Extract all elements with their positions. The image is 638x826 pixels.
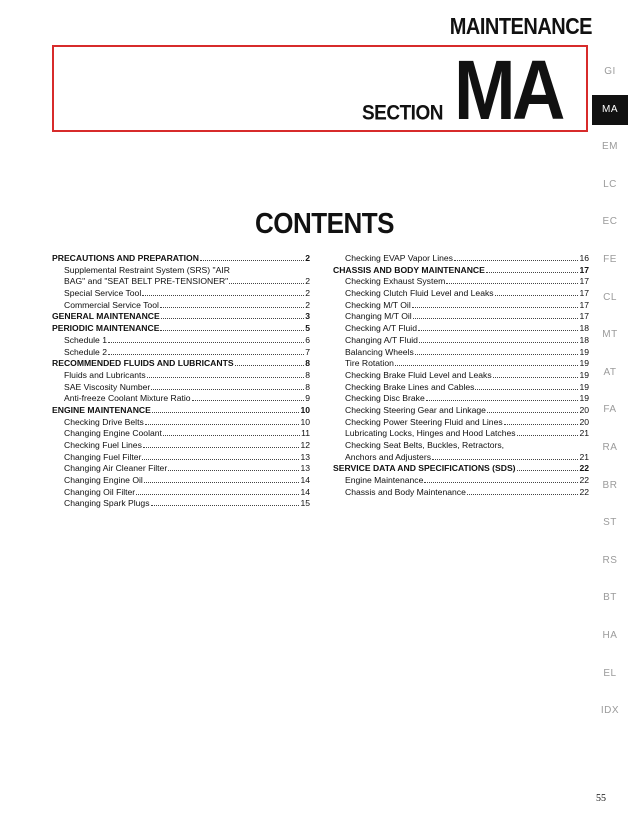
toc-entry-page: 5 [305,323,310,334]
toc-entry[interactable] [52,347,310,359]
toc-entry-page: 6 [305,334,310,345]
toc-entry[interactable] [333,382,589,394]
toc-entry[interactable] [333,335,589,347]
toc-entry[interactable] [333,358,589,370]
toc-entry[interactable] [333,405,589,417]
toc-entry[interactable] [333,276,589,288]
toc-entry-page: 9 [305,393,310,404]
toc-entry[interactable] [52,370,310,382]
toc-entry-title: Chassis and Body Maintenance [345,486,466,497]
section-tab-lc[interactable]: LC [603,178,617,190]
section-tab-bt[interactable]: BT [603,592,617,604]
toc-entry[interactable] [333,440,589,452]
toc-entry-page: 21 [579,451,589,462]
toc-entry-page: 8 [305,381,310,392]
toc-entry-title: Checking Disc Brake [345,393,425,404]
toc-dot-leader [419,335,579,343]
toc-entry-title: Checking Brake Lines and Cables [345,381,475,392]
toc-entry-title: Checking M/T Oil [345,299,411,310]
toc-entry[interactable] [52,253,310,265]
toc-entry-title: BAG" and "SEAT BELT PRE-TENSIONER" [64,276,229,287]
toc-entry[interactable] [52,487,310,499]
toc-entry-page: 7 [305,346,310,357]
toc-entry[interactable] [52,276,310,288]
toc-entry-title: Changing Spark Plugs [64,498,150,509]
section-tab-fa[interactable]: FA [603,404,617,416]
toc-dot-leader [467,487,579,495]
toc-entry[interactable] [333,393,589,405]
toc-dot-leader [493,370,579,378]
toc-entry-page: 17 [579,264,589,275]
section-label: SECTION [362,101,443,125]
toc-entry-page: 18 [579,323,589,334]
toc-entry-page: 8 [305,358,310,369]
toc-entry-title: Changing M/T Oil [345,311,412,322]
toc-dot-leader [142,288,304,296]
toc-dot-leader [413,311,579,319]
toc-entry-page: 19 [579,393,589,404]
section-tab-mt[interactable]: MT [602,329,618,341]
section-tab-ma[interactable]: MA [592,95,628,125]
toc-entry-title: Checking Seat Belts, Buckles, Retractors, [345,440,505,450]
toc-dot-leader [152,405,300,413]
toc-entry[interactable] [52,311,310,323]
toc-entry-page: 22 [579,463,589,474]
toc-dot-leader [495,288,579,296]
toc-entry-title: Checking Fuel Lines [64,440,142,450]
toc-entry-page: 13 [300,463,310,474]
toc-dot-leader [424,475,578,483]
toc-entry[interactable] [333,288,589,300]
toc-entry[interactable] [52,335,310,347]
contents-title: CONTENTS [255,206,394,240]
section-tab-rs[interactable]: RS [602,554,618,566]
toc-entry[interactable] [333,300,589,312]
toc-entry-title: Anti-freeze Coolant Mixture Ratio [64,393,191,404]
toc-entry-title: Fluids and Lubricants [64,369,146,380]
toc-entry[interactable] [333,253,589,265]
section-tab-idx[interactable]: IDX [600,705,620,717]
toc-dot-leader [108,335,304,343]
toc-entry-title: Checking Brake Fluid Level and Leaks [345,369,492,380]
toc-entry[interactable] [52,475,310,487]
section-tab-br[interactable]: BR [602,479,618,491]
toc-entry-page: 3 [305,311,310,322]
toc-entry-title: Special Service Tool [64,288,142,299]
toc-entry[interactable] [52,428,310,440]
toc-entry-page: 14 [300,486,310,497]
toc-entry-page: 12 [300,440,310,450]
toc-entry-title: Schedule 1 [64,334,108,345]
toc-entry[interactable] [333,347,589,359]
toc-dot-leader [432,452,578,460]
toc-entry[interactable] [333,452,589,464]
section-tab-ec[interactable]: EC [602,216,618,228]
toc-entry-page: 10 [300,404,310,415]
toc-entry-title: Lubricating Locks, Hinges and Hood Latches [345,428,516,439]
toc-entry[interactable] [52,358,310,370]
toc-entry-title: ENGINE MAINTENANCE [52,404,151,415]
toc-entry[interactable] [52,265,310,277]
toc-entry[interactable] [52,382,310,394]
page-header-title: MAINTENANCE [449,14,592,40]
toc-entry-title: SERVICE DATA AND SPECIFICATIONS (SDS) [333,463,516,474]
section-tab-em[interactable]: EM [602,141,618,153]
toc-dot-leader [168,463,299,471]
toc-entry[interactable] [52,498,310,510]
toc-entry-title: Engine Maintenance [345,475,424,486]
section-tab-at[interactable]: AT [603,366,617,378]
toc-entry-title: Changing Air Cleaner Filter [64,463,168,474]
toc-entry-title: Changing A/T Fluid [345,334,418,345]
toc-entry-title: Changing Engine Coolant [64,428,162,439]
toc-dot-leader [160,323,304,331]
toc-entry[interactable] [333,428,589,440]
toc-dot-leader [418,323,578,331]
toc-dot-leader [143,440,300,448]
toc-dot-leader [426,393,579,401]
toc-entry-title: Changing Oil Filter [64,486,136,497]
toc-entry-page: 19 [579,358,589,369]
toc-entry-page: 21 [579,428,589,439]
toc-entry-page: 19 [579,346,589,357]
toc-dot-leader [229,276,304,284]
toc-entry-title: Checking Clutch Fluid Level and Leaks [345,288,494,299]
toc-entry-title: SAE Viscosity Number [64,381,151,392]
toc-right-column [333,253,589,498]
section-tab-ha[interactable]: HA [602,630,618,641]
toc-entry[interactable] [52,393,310,405]
toc-entry-title: Checking Drive Belts [64,416,144,427]
section-tab-cl[interactable]: CL [603,291,617,303]
toc-entry-title: CHASSIS AND BODY MAINTENANCE [333,264,485,275]
toc-dot-leader [192,393,305,401]
toc-entry-page: 22 [579,486,589,497]
toc-entry[interactable] [52,440,310,452]
toc-entry-page: 22 [579,475,589,486]
toc-dot-leader [486,265,579,273]
toc-entry-title: RECOMMENDED FLUIDS AND LUBRICANTS [52,358,234,369]
toc-entry-page: 17 [579,299,589,310]
toc-entry-page: 2 [305,276,310,287]
toc-dot-leader [163,428,300,436]
toc-entry-title: Checking Exhaust System [345,276,446,287]
toc-entry[interactable] [333,487,589,499]
toc-dot-leader [144,475,300,483]
toc-entry-page: 20 [579,416,589,427]
toc-entry[interactable] [333,323,589,335]
toc-entry-page: 14 [300,475,310,486]
toc-entry-page: 17 [579,311,589,322]
section-code: MA [454,43,562,137]
toc-entry-page: 19 [579,369,589,380]
toc-entry-title: Checking A/T Fluid [345,323,417,334]
toc-entry-title: PRECAUTIONS AND PREPARATION [52,253,199,263]
toc-entry[interactable] [333,370,589,382]
toc-entry-page: 17 [579,276,589,287]
toc-entry[interactable] [333,475,589,487]
toc-entry-page: 2 [305,288,310,299]
toc-dot-leader [136,487,299,495]
toc-entry-page: 13 [300,451,310,462]
toc-dot-leader [235,358,305,366]
toc-entry[interactable] [52,288,310,300]
toc-entry-page: 20 [579,404,589,415]
toc-dot-leader [151,498,300,506]
toc-entry[interactable] [333,417,589,429]
toc-entry-title: Commercial Service Tool [64,299,159,310]
toc-entry-title: Changing Fuel Filter [64,451,142,462]
toc-dot-leader [160,300,304,308]
toc-entry-page: 2 [305,253,310,263]
toc-entry-title: Supplemental Restraint System (SRS) "AIR [64,264,230,275]
toc-entry-title: PERIODIC MAINTENANCE [52,323,160,334]
section-tab-fe[interactable]: FE [603,254,617,265]
toc-dot-leader [446,276,578,284]
toc-entry[interactable] [52,323,310,335]
toc-dot-leader [151,382,304,390]
toc-entry-page: 2 [305,299,310,310]
toc-entry[interactable] [333,311,589,323]
toc-entry[interactable] [52,405,310,417]
toc-entry-page: 19 [579,381,589,392]
toc-dot-leader [475,382,578,390]
toc-entry-title: Tire Rotation [345,358,394,369]
toc-entry-title: Schedule 2 [64,346,108,357]
toc-entry-page: 17 [579,288,589,299]
toc-entry[interactable] [52,417,310,429]
toc-dot-leader [454,253,578,261]
toc-dot-leader [517,428,579,436]
toc-entry-title: GENERAL MAINTENANCE [52,311,160,322]
toc-entry-title: Checking Steering Gear and Linkage [345,404,486,415]
toc-entry[interactable] [333,265,589,277]
toc-dot-leader [145,417,300,425]
toc-dot-leader [487,405,579,413]
section-tab-ra[interactable]: RA [602,442,618,453]
toc-entry[interactable] [333,463,589,475]
section-tab-gi[interactable]: GI [604,66,616,77]
toc-dot-leader [200,253,304,261]
toc-dot-leader [108,347,304,355]
toc-dot-leader [395,358,579,366]
toc-dot-leader [517,463,579,471]
toc-left-column [52,253,310,510]
toc-dot-leader [504,417,579,425]
toc-entry-page: 16 [579,253,589,263]
toc-entry-title: Checking EVAP Vapor Lines [345,253,453,263]
toc-entry-page: 15 [300,498,310,509]
toc-entry-title: Changing Engine Oil [64,475,143,486]
toc-entry-page: 18 [579,334,589,345]
toc-entry-page: 10 [300,416,310,427]
toc-entry[interactable] [52,463,310,475]
toc-dot-leader [415,347,579,355]
toc-entry-page: 11 [301,428,310,439]
toc-dot-leader [142,452,299,460]
toc-entry-title: Balancing Wheels [345,346,414,357]
page-number: 55 [596,793,606,804]
toc-dot-leader [412,300,579,308]
toc-entry-title: Checking Power Steering Fluid and Lines [345,416,503,427]
toc-entry[interactable] [52,452,310,464]
toc-dot-leader [147,370,305,378]
section-tab-el[interactable]: EL [603,667,617,679]
toc-entry-page: 8 [305,369,310,380]
toc-entry-title: Anchors and Adjusters [345,451,431,462]
toc-dot-leader [161,311,304,319]
toc-entry[interactable] [52,300,310,312]
section-tab-st[interactable]: ST [603,517,617,529]
